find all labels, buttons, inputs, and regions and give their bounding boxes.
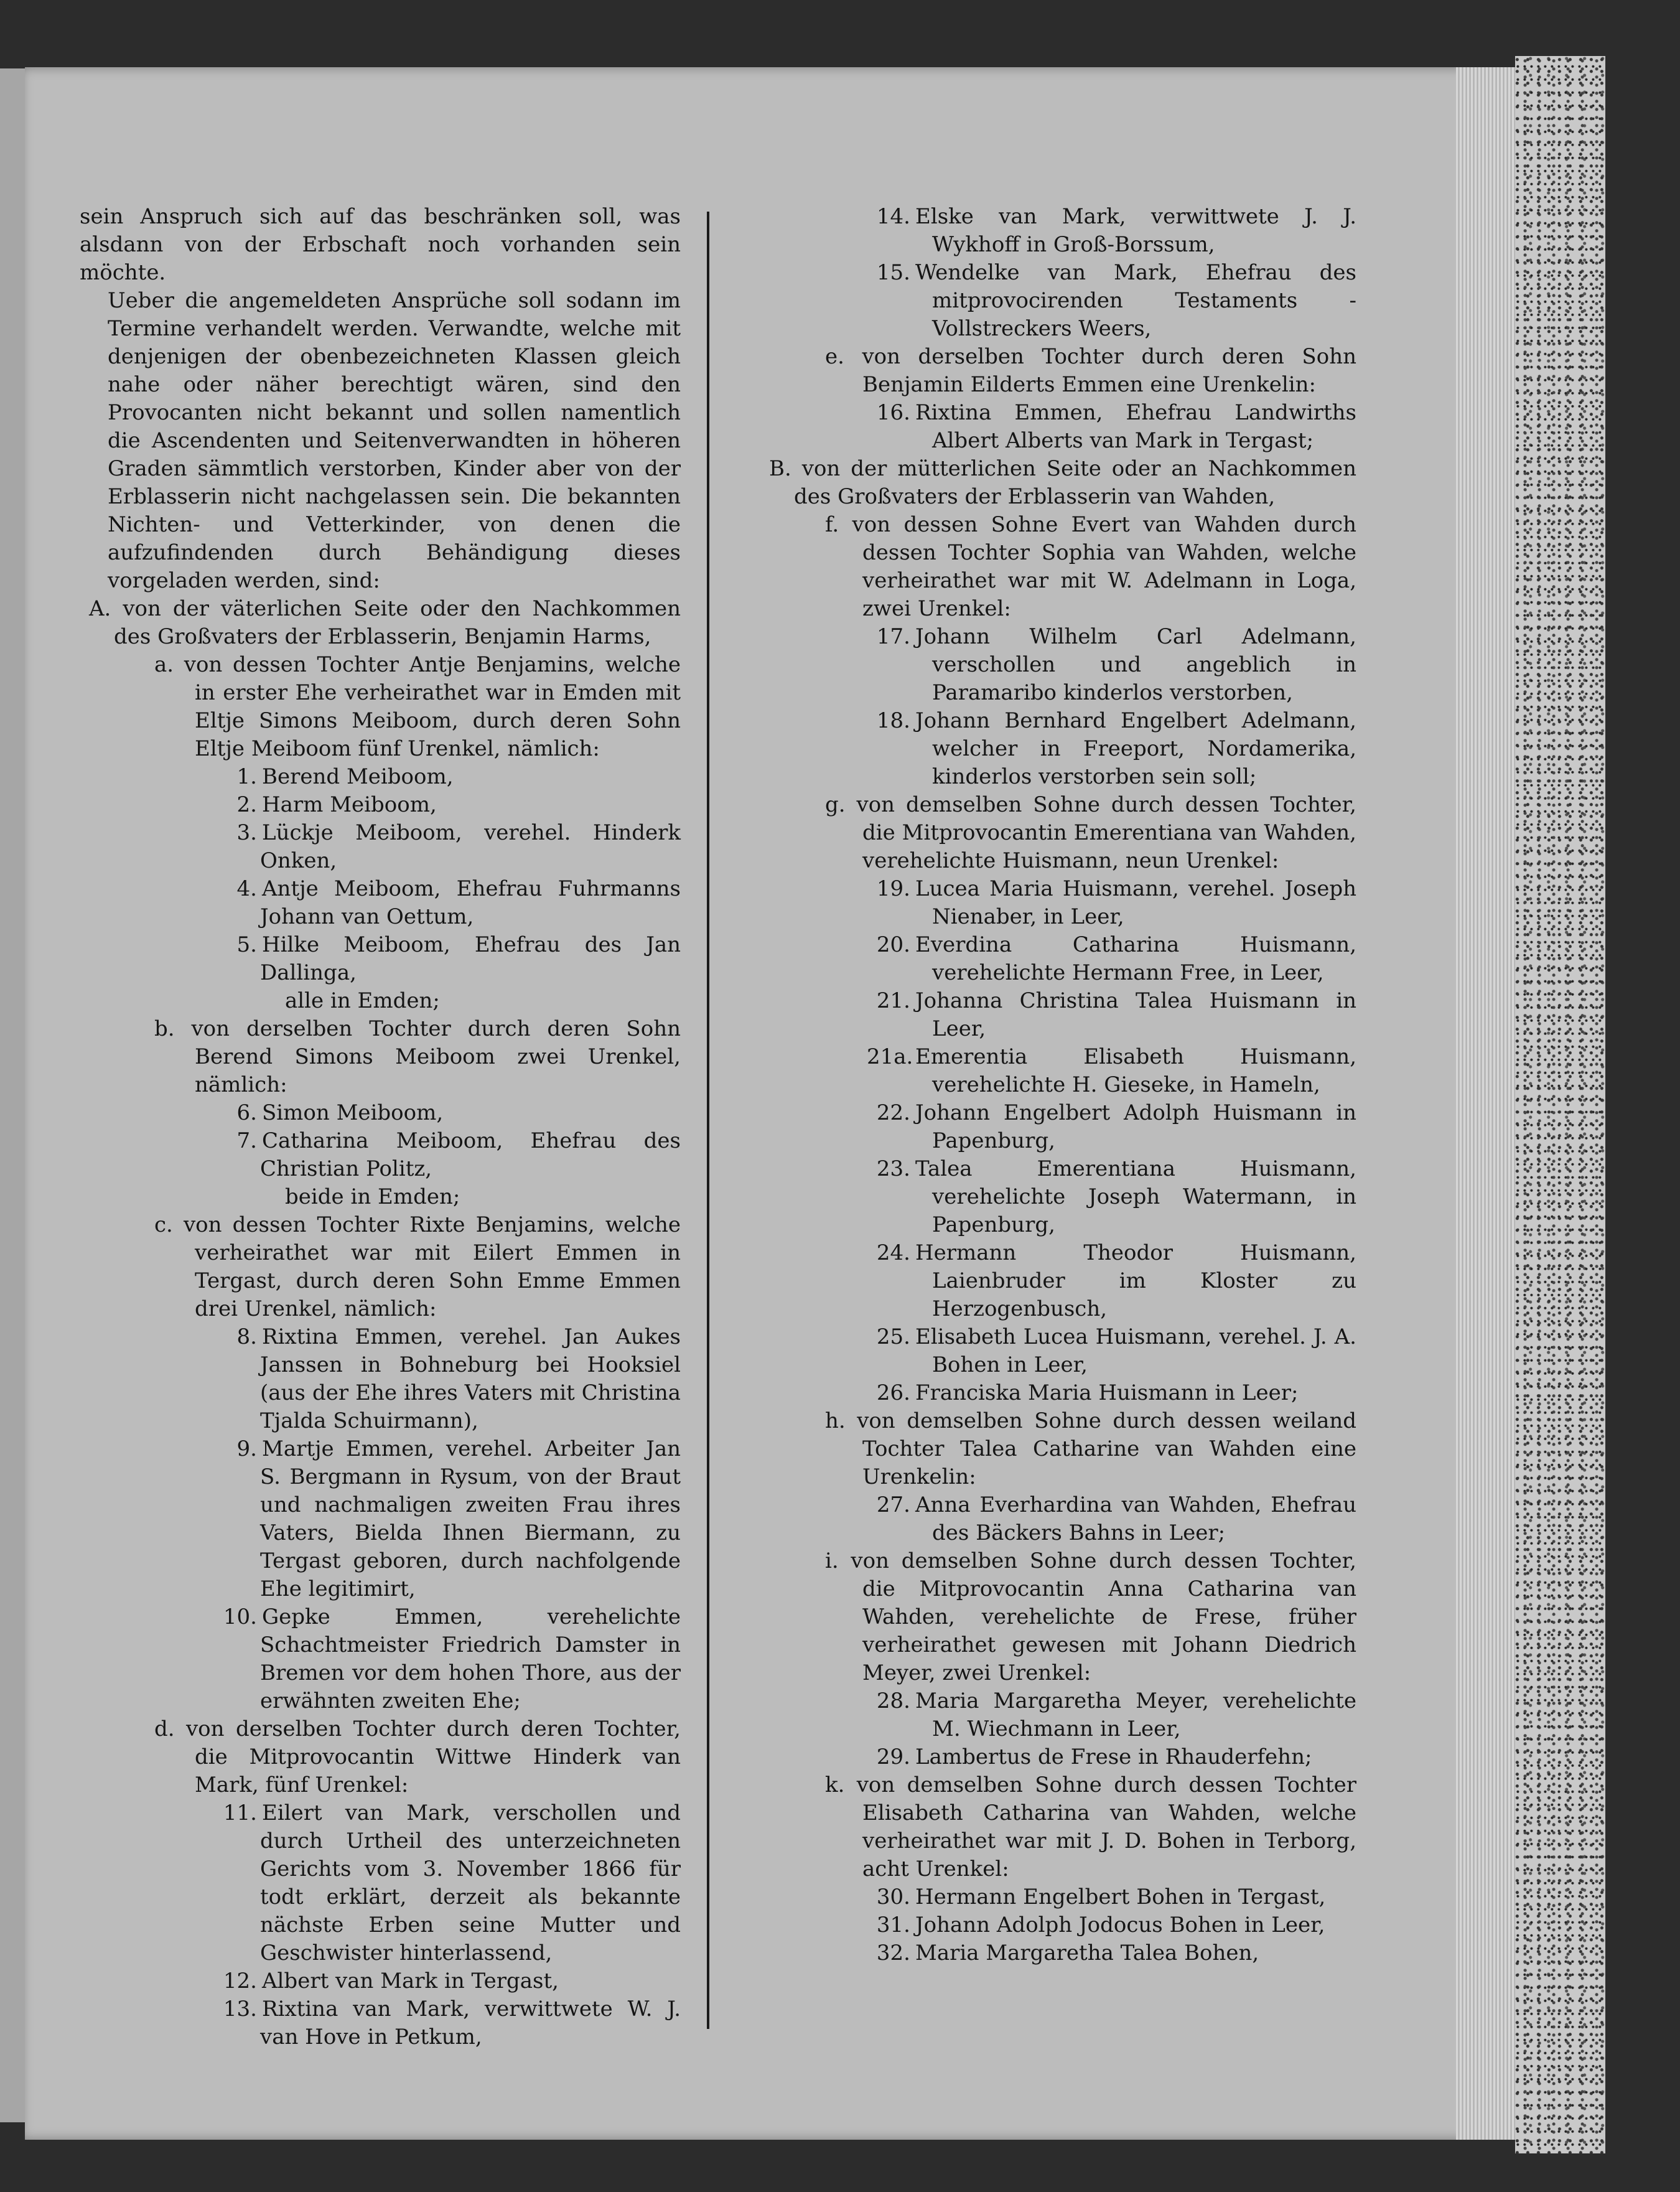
list-item: 32. Maria Margaretha Talea Bohen,: [876, 1941, 1259, 1965]
subsection-e: e. von derselben Tochter durch deren Sohn Benjamin Eilderts Emmen eine Urenkelin:: [825, 344, 1356, 397]
subsection-b: b. von derselben Tochter durch deren Sohn Berend Simons Meiboom zwei Urenkel, nämlich:: [154, 1016, 681, 1097]
list-item: 19. Lucea Maria Huismann, verehel. Joseph Nienaber, in Leer,: [876, 876, 1356, 929]
subsection-g: g. von demselben Sohne durch dessen Tochter, die Mitprovocantin Emerentiana van Wahden, verehelichte Huismann, neun Urenkel:: [825, 792, 1356, 873]
list-item: 1. Berend Meiboom,: [236, 764, 454, 789]
speckled-book-edge: [1515, 56, 1605, 2153]
list-item: 27. Anna Everhardina van Wahden, Ehefrau des Bäckers Bahns in Leer;: [876, 1492, 1356, 1545]
subsection-h: h. von demselben Sohne durch dessen weiland Tochter Talea Catharine van Wahden eine Urenkelin:: [825, 1408, 1356, 1489]
list-item: 21. Johanna Christina Talea Huismann in Leer,: [876, 988, 1356, 1041]
list-item: 11. Eilert van Mark, verschollen und durch Urtheil des unterzeichneten Gerichts vom 3. November 1866 für todt erklärt, derzeit als bekannte nächste Erben seine Mutter und Geschwister hinterlassend,: [223, 1801, 681, 1965]
subsection-c: c. von dessen Tochter Rixte Benjamins, welche verheirathet war mit Eilert Emmen in Tergast, durch deren Sohn Emme Emmen drei Urenkel, nämlich:: [154, 1212, 681, 1321]
list-note: beide in Emden;: [285, 1184, 460, 1209]
list-item: 18. Johann Bernhard Engelbert Adelmann, welcher in Freeport, Nordamerika, kinderlos verstorben sein soll;: [876, 708, 1356, 789]
list-item: 30. Hermann Engelbert Bohen in Tergast,: [876, 1885, 1326, 1909]
list-item: 14. Elske van Mark, verwittwete J. J. Wykhoff in Groß-Borssum,: [876, 204, 1356, 257]
list-item: 3. Lückje Meiboom, verehel. Hinderk Onken,: [236, 820, 681, 873]
list-item: 28. Maria Margaretha Meyer, verehelichte M. Wiechmann in Leer,: [876, 1688, 1356, 1741]
subsection-d: d. von derselben Tochter durch deren Tochter, die Mitprovocantin Wittwe Hinderk van Mark, fünf Urenkel:: [154, 1717, 681, 1797]
list-item: 22. Johann Engelbert Adolph Huismann in Papenburg,: [876, 1100, 1356, 1153]
list-item: 9. Martje Emmen, verehel. Arbeiter Jan S. Bergmann in Rysum, von der Braut und nachmaligen zweiten Frau ihres Vaters, Bielda Ihnen Biermann, zu Tergast geboren, durch nachfolgende Ehe legitimirt,: [236, 1436, 681, 1601]
list-item: 4. Antje Meiboom, Ehefrau Fuhrmanns Johann van Oettum,: [236, 876, 681, 929]
list-item: 12. Albert van Mark in Tergast,: [223, 1969, 559, 1993]
subsection-k: k. von demselben Sohne durch dessen Tochter Elisabeth Catharina van Wahden, welche verheirathet war mit J. D. Bohen in Terborg, acht Urenkel:: [825, 1773, 1356, 1881]
list-item: 5. Hilke Meiboom, Ehefrau des Jan Dallinga,: [236, 932, 681, 985]
subsection-f: f. von dessen Sohne Evert van Wahden durch dessen Tochter Sophia van Wahden, welche verheirathet war mit W. Adelmann in Loga, zwei Urenkel:: [825, 512, 1356, 621]
list-item: 26. Franciska Maria Huismann in Leer;: [876, 1380, 1299, 1405]
list-item: 10. Gepke Emmen, verehelichte Schachtmeister Friedrich Damster in Bremen vor dem hohen Thore, aus der erwähnten zweiten Ehe;: [223, 1604, 681, 1713]
list-item: 16. Rixtina Emmen, Ehefrau Landwirths Albert Alberts van Mark in Tergast;: [876, 400, 1356, 453]
intro-paragraph-1: sein Anspruch sich auf das beschränken soll, was alsdann von der Erbschaft noch vorhanden sein möchte.: [80, 204, 681, 285]
subsection-a: a. von dessen Tochter Antje Benjamins, welche in erster Ehe verheirathet war in Emden mit Eltje Simons Meiboom, durch deren Sohn Eltje Meiboom fünf Urenkel, nämlich:: [154, 652, 681, 761]
column-divider: [707, 212, 709, 2029]
left-column: [80, 203, 681, 2051]
subsection-i: i. von demselben Sohne durch dessen Tochter, die Mitprovocantin Anna Catharina van Wahden, verehelichte de Frese, früher verheirathet gewesen mit Johann Diedrich Meyer, zwei Urenkel:: [825, 1548, 1356, 1685]
list-item: 8. Rixtina Emmen, verehel. Jan Aukes Janssen in Bohneburg bei Hooksiel (aus der Ehe ihres Vaters mit Christina Tjalda Schuirmann),: [236, 1324, 681, 1433]
list-item: 29. Lambertus de Frese in Rhauderfehn;: [876, 1745, 1312, 1769]
section-a-heading: A. von der väterlichen Seite oder den Nachkommen des Großvaters der Erblasserin, Benjamin Harms,: [89, 596, 681, 649]
list-item: 24. Hermann Theodor Huismann, Laienbruder im Kloster zu Herzogenbusch,: [876, 1240, 1356, 1321]
previous-page-edge: [0, 68, 25, 2122]
list-item: 7. Catharina Meiboom, Ehefrau des Christian Politz,: [236, 1128, 681, 1181]
section-b-heading: B. von der mütterlichen Seite oder an Nachkommen des Großvaters der Erblasserin van Wahden,: [769, 456, 1356, 509]
list-item: 15. Wendelke van Mark, Ehefrau des mitprovocirenden Testaments - Vollstreckers Weers,: [876, 260, 1356, 341]
list-item: 21a. Emerentia Elisabeth Huismann, verehelichte H. Gieseke, in Hameln,: [867, 1044, 1356, 1097]
list-item: 17. Johann Wilhelm Carl Adelmann, verschollen und angeblich in Paramaribo kinderlos verstorben,: [876, 624, 1356, 705]
page-stack-edges: [1456, 67, 1515, 2140]
list-item: 31. Johann Adolph Jodocus Bohen in Leer,: [876, 1913, 1325, 1937]
list-item: 20. Everdina Catharina Huismann, verehelichte Hermann Free, in Leer,: [876, 932, 1356, 985]
list-note: alle in Emden;: [285, 988, 440, 1013]
list-item: 13. Rixtina van Mark, verwittwete W. J. van Hove in Petkum,: [223, 1997, 681, 2049]
list-item: 23. Talea Emerentiana Huismann, verehelichte Joseph Watermann, in Papenburg,: [876, 1156, 1356, 1237]
right-column: [769, 203, 1356, 1967]
list-item: 2. Harm Meiboom,: [236, 792, 437, 817]
list-item: 6. Simon Meiboom,: [236, 1100, 444, 1125]
intro-paragraph-2: Ueber die angemeldeten Ansprüche soll sodann im Termine verhandelt werden. Verwandte, welche mit denjenigen der obenbezeichneten Klassen gleich nahe oder näher berechtigt wären, sind den Provocanten nicht bekannt und sollen namentlich die Ascendenten und Seitenverwandten in höheren Graden sämmtlich verstorben, Kinder aber von der Erblasserin nicht nachgelassen sein. Die bekannten Nichten- und Vetterkinder, von denen die aufzufindenden durch Behändigung dieses vorgeladen werden, sind:: [108, 288, 681, 593]
list-item: 25. Elisabeth Lucea Huismann, verehel. J. A. Bohen in Leer,: [876, 1324, 1356, 1377]
